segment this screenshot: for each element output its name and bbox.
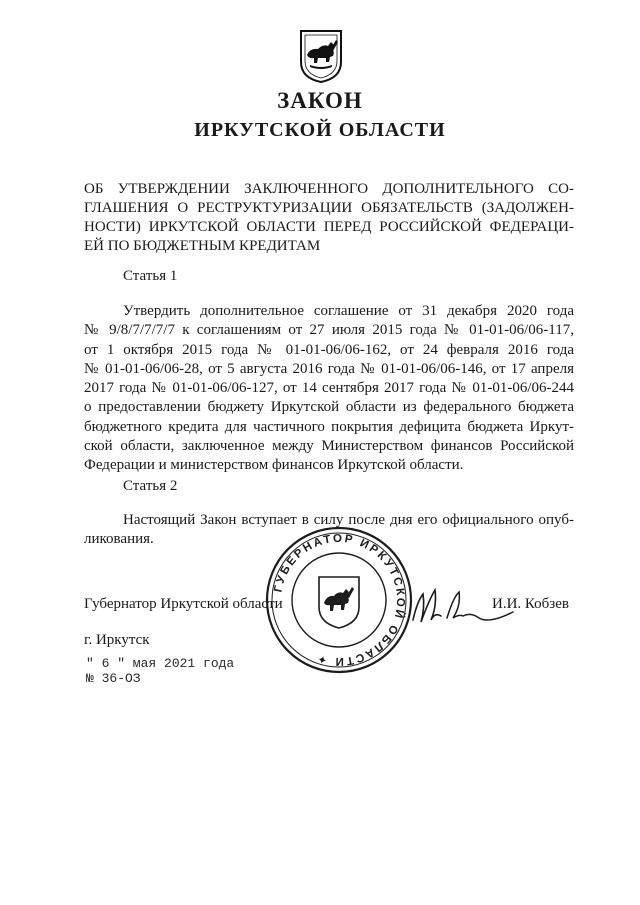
law-heading-line: ОБ УТВЕРЖДЕНИИ ЗАКЛЮЧЕННОГО ДОПОЛНИТЕЛЬНОГО СО- — [84, 181, 574, 197]
article-1-line: ской области, заключенное между Министерством финансов Российской — [84, 438, 574, 455]
signatory-name: И.И. Кобзев — [492, 596, 569, 612]
official-seal-stamp — [264, 525, 414, 675]
article-2-title: Статья 2 — [123, 478, 178, 494]
article-1-line: о предоставлении бюджету Иркутской области из федерального бюджета — [84, 399, 574, 416]
coat-of-arms-icon — [298, 28, 344, 84]
article-2-line: ликования. — [84, 531, 154, 548]
law-heading-line: НОСТИ) ИРКУТСКОЙ ОБЛАСТИ ПЕРЕД РОССИЙСКОЙ ФЕДЕРАЦИ- — [84, 219, 574, 235]
signing-city: г. Иркутск — [84, 632, 150, 648]
svg-text:ГУБЕРНАТОР ИРКУТСКОЙ ОБЛАСТИ ✦: ГУБЕРНАТОР ИРКУТСКОЙ ОБЛАСТИ ✦ — [272, 532, 407, 668]
article-1-title: Статья 1 — [123, 268, 178, 284]
article-1-line: Утвердить дополнительное соглашение от 31 декабря 2020 года — [123, 303, 574, 319]
document-region-title: ИРКУТСКОЙ ОБЛАСТИ — [194, 119, 446, 141]
article-1-line: от 1 октября 2015 года № 01-01-06/06-162, от 24 февраля 2016 года — [84, 341, 574, 358]
article-1-line: № 9/8/7/7/7/7 к соглашениям от 27 июля 2015 года № 01-01-06/06-117, — [84, 322, 574, 339]
article-1-body — [84, 302, 574, 476]
signatory-position: Губернатор Иркутской области — [84, 596, 283, 612]
article-1-line: бюджетного кредита для частичного покрытия дефицита бюджета Иркут- — [84, 418, 574, 435]
law-heading-line: ГЛАШЕНИЯ О РЕСТРУКТУРИЗАЦИИ ОБЯЗАТЕЛЬСТВ (ЗАДОЛЖЕН- — [84, 200, 574, 216]
article-1-line: № 01-01-06/06-28, от 5 августа 2016 года № 01-01-06/06-146, от 17 апреля — [84, 360, 574, 377]
signing-date: " 6 " мая 2021 года — [86, 656, 235, 671]
law-number: № 36-ОЗ — [86, 671, 141, 686]
law-heading-line: ЕЙ ПО БЮДЖЕТНЫМ КРЕДИТАМ — [84, 238, 321, 254]
article-1-line: Федерации и министерством финансов Иркутской области. — [84, 457, 464, 474]
document-type-title: ЗАКОН — [277, 88, 363, 113]
law-heading — [84, 180, 574, 256]
article-2-line: Настоящий Закон вступает в силу после дня его официального опуб- — [123, 512, 574, 528]
article-1-line: 2017 года № 01-01-06/06-127, от 14 сентября 2017 года № 01-01-06/06-244 — [84, 380, 574, 397]
